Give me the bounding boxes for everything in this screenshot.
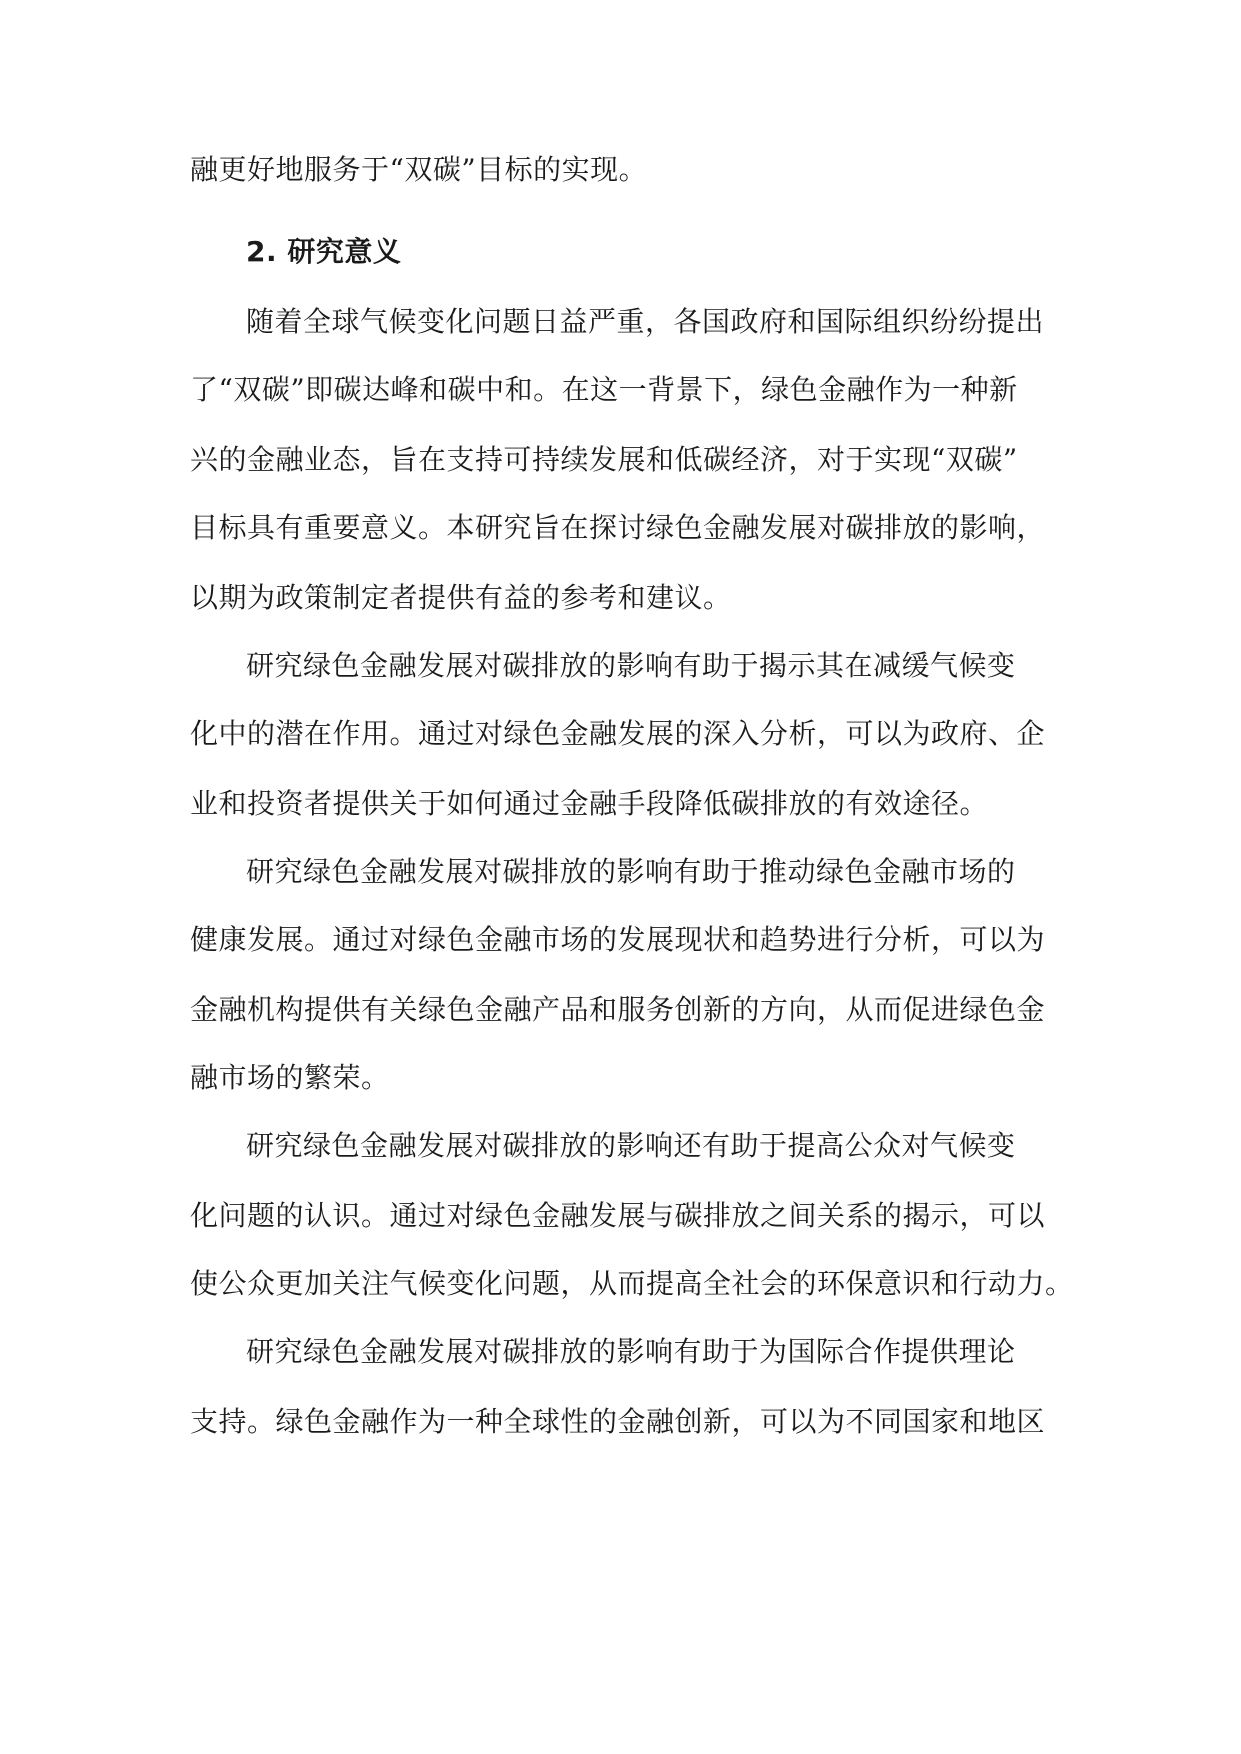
paragraph-1-line-1: 随着全球气候变化问题日益严重，各国政府和国际组织纷纷提出 (246, 305, 1045, 338)
paragraph-5-line-1: 研究绿色金融发展对碳排放的影响有助于为国际合作提供理论 (246, 1335, 1016, 1368)
paragraph-1-line-3: 兴的金融业态，旨在支持可持续发展和低碳经济，对于实现“双碳” (190, 443, 1018, 476)
paragraph-continuation-line: 融更好地服务于“双碳”目标的实现。 (190, 153, 648, 186)
paragraph-3-line-3: 金融机构提供有关绿色金融产品和服务创新的方向，从而促进绿色金 (190, 993, 1046, 1026)
paragraph-3-line-1: 研究绿色金融发展对碳排放的影响有助于推动绿色金融市场的 (246, 855, 1016, 888)
paragraph-2-line-3: 业和投资者提供关于如何通过金融手段降低碳排放的有效途径。 (190, 787, 989, 820)
paragraph-1-line-4: 目标具有重要意义。本研究旨在探讨绿色金融发展对碳排放的影响， (190, 511, 1046, 544)
paragraph-4-line-1: 研究绿色金融发展对碳排放的影响还有助于提高公众对气候变 (246, 1129, 1016, 1162)
paragraph-4-line-3: 使公众更加关注气候变化问题，从而提高全社会的环保意识和行动力。 (190, 1267, 1074, 1300)
paragraph-3-line-2: 健康发展。通过对绿色金融市场的发展现状和趋势进行分析，可以为 (190, 923, 1046, 956)
paragraph-1-line-5: 以期为政策制定者提供有益的参考和建议。 (190, 581, 732, 614)
paragraph-1-line-2: 了“双碳”即碳达峰和碳中和。在这一背景下，绿色金融作为一种新 (190, 373, 1018, 406)
section-heading: 2. 研究意义 (246, 235, 402, 268)
paragraph-2-line-2: 化中的潜在作用。通过对绿色金融发展的深入分析，可以为政府、企 (190, 717, 1046, 750)
paragraph-5-line-2: 支持。绿色金融作为一种全球性的金融创新，可以为不同国家和地区 (190, 1405, 1046, 1438)
paragraph-2-line-1: 研究绿色金融发展对碳排放的影响有助于揭示其在减缓气候变 (246, 649, 1016, 682)
paragraph-4-line-2: 化问题的认识。通过对绿色金融发展与碳排放之间关系的揭示，可以 (190, 1199, 1046, 1232)
paragraph-3-line-4: 融市场的繁荣。 (190, 1061, 390, 1094)
